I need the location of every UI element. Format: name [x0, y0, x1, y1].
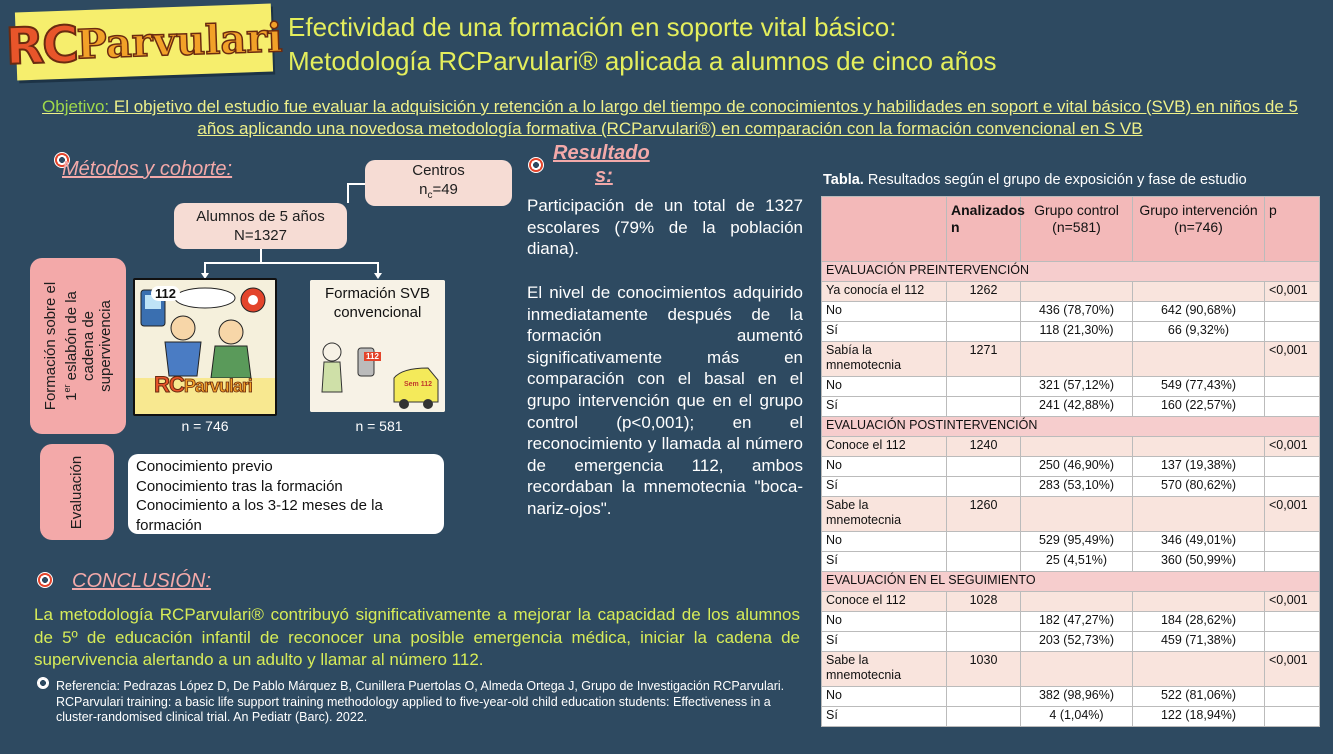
table-cell: 184 (28,62%) [1133, 612, 1265, 632]
conclusion-text: La metodología RCParvulari® contribuyó significativamente a mejorar la capacidad de los alumnos de 5º de educación infantil de reconocer una posible emergencia médica, iniciar la cadena de supervivencia alertando a un adulto y llamar al número 112. [34, 605, 800, 669]
table-row [822, 632, 1320, 652]
table-header-cell: p [1265, 197, 1320, 262]
table-row [822, 302, 1320, 322]
table-cell: 321 (57,12%) [1021, 377, 1133, 397]
table-cell: Sabe la mnemotecnia [822, 497, 947, 532]
connector-line [347, 183, 365, 185]
title-line-2: Metodología RCParvulari® aplicada a alumnos de cinco años [288, 46, 997, 76]
table-cell: Conoce el 112 [822, 592, 947, 612]
table-header-cell: Analizados n [947, 197, 1021, 262]
table-row [822, 342, 1320, 377]
table-cell: 1271 [947, 342, 1021, 377]
table-cell [947, 457, 1021, 477]
table-row [822, 592, 1320, 612]
table-cell: 549 (77,43%) [1133, 377, 1265, 397]
table-section-row [822, 572, 1320, 592]
alumnos-box [174, 203, 347, 249]
table-cell [1265, 302, 1320, 322]
lifebuoy-icon [37, 677, 49, 689]
n-convencional: n = 581 [355, 418, 403, 434]
table-row [822, 437, 1320, 457]
table-cell: Sí [822, 552, 947, 572]
table-cell [947, 322, 1021, 342]
table-cell: 160 (22,57%) [1133, 397, 1265, 417]
table-cell: Sí [822, 707, 947, 727]
illustration-112-text: 112 [151, 286, 180, 301]
table-cell: 346 (49,01%) [1133, 532, 1265, 552]
table-row [822, 652, 1320, 687]
table-cell [1265, 612, 1320, 632]
table-cell [947, 532, 1021, 552]
table-cell [1265, 322, 1320, 342]
table-cell: 436 (78,70%) [1021, 302, 1133, 322]
table-cell: 4 (1,04%) [1021, 707, 1133, 727]
table-cell: 66 (9,32%) [1133, 322, 1265, 342]
table-cell: 1262 [947, 282, 1021, 302]
table-row [822, 282, 1320, 302]
table-cell: 122 (18,94%) [1133, 707, 1265, 727]
results-table [821, 196, 1320, 727]
table-cell [1021, 437, 1133, 457]
table-row [822, 552, 1320, 572]
illustration-logo: RCParvulari [154, 372, 252, 397]
table-cell [1265, 552, 1320, 572]
table-cell [1265, 687, 1320, 707]
table-row [822, 707, 1320, 727]
table-cell [1265, 632, 1320, 652]
table-cell: 182 (47,27%) [1021, 612, 1133, 632]
table-header-row [822, 197, 1320, 262]
table-section-cell: EVALUACIÓN POSTINTERVENCIÓN [822, 417, 1320, 437]
table-cell [1265, 397, 1320, 417]
table-cell: <0,001 [1265, 282, 1320, 302]
table-cell: 1028 [947, 592, 1021, 612]
n-rcparvulari: n = 746 [181, 418, 229, 434]
formacion-vertical-label: Formación sobre el 1er eslabón de la cadena de supervivencia [30, 258, 126, 434]
table-section-cell: EVALUACIÓN EN EL SEGUIMIENTO [822, 572, 1320, 592]
table-cell: 241 (42,88%) [1021, 397, 1133, 417]
results-paragraph-2: El nivel de conocimientos adquirido inmediatamente después de la formación aumentó significativamente más en comparación con el basal en el grupo intervención que en el grupo control (p<0,001); en el reconocimiento y llamada al número de emergencia 112, ambos recordaban la mnemotecnia "boca-nariz-ojos". [527, 283, 803, 518]
svb-ambulance-text: Sem 112 [404, 381, 433, 388]
table-cell [947, 552, 1021, 572]
logo-rc-text: RC [4, 15, 78, 76]
table-cell: Sí [822, 477, 947, 497]
connector-line [347, 183, 349, 203]
table-cell [1021, 592, 1133, 612]
table-row [822, 322, 1320, 342]
arrow-down-icon [374, 273, 382, 279]
table-cell: No [822, 612, 947, 632]
table-cell: <0,001 [1265, 497, 1320, 532]
objective-label: Objetivo: [42, 97, 110, 116]
table-cell: Conoce el 112 [822, 437, 947, 457]
table-cell: 118 (21,30%) [1021, 322, 1133, 342]
table-cell [1265, 532, 1320, 552]
table-cell: No [822, 532, 947, 552]
table-cell: Ya conocía el 112 [822, 282, 947, 302]
table-header-cell: Grupo control (n=581) [1021, 197, 1133, 262]
centros-label: Centros [412, 162, 465, 179]
table-cell: 1260 [947, 497, 1021, 532]
table-cell: 570 (80,62%) [1133, 477, 1265, 497]
table-cell: 459 (71,38%) [1133, 632, 1265, 652]
table-cell: 1240 [947, 437, 1021, 457]
evaluacion-item: Conocimiento a los 3-12 meses de la formación [136, 497, 383, 534]
table-cell: 382 (98,96%) [1021, 687, 1133, 707]
table-cell [947, 477, 1021, 497]
table-cell [1021, 342, 1133, 377]
table-cell [1133, 497, 1265, 532]
centros-count: $n_c=49$ [419, 181, 458, 201]
table-cell: 283 (53,10%) [1021, 477, 1133, 497]
table-cell: No [822, 302, 947, 322]
objective-text: El objetivo del estudio fue evaluar la adquisición y retención a lo largo del tiempo de conocimientos y habilidades en soport e vital básico (SVB) en niños de 5 años aplicando una novedosa metodología formativa (RCParvulari®) en comparación con la formación convencional en S VB [113, 97, 1298, 138]
table-cell [947, 707, 1021, 727]
connector-line [260, 249, 262, 263]
title-line-1: Efectividad de una formación en soporte vital básico: [288, 12, 897, 42]
table-cell: 25 (4,51%) [1021, 552, 1133, 572]
table-section-cell: EVALUACIÓN PREINTERVENCIÓN [822, 262, 1320, 282]
table-row [822, 532, 1320, 552]
table-row [822, 497, 1320, 532]
table-cell [1133, 652, 1265, 687]
table-cell: 203 (52,73%) [1021, 632, 1133, 652]
table-cell: No [822, 687, 947, 707]
table-cell: <0,001 [1265, 652, 1320, 687]
results-paragraph-1: Participación de un total de 1327 escolares (79% de la población diana). [527, 196, 803, 259]
table-cell [947, 612, 1021, 632]
table-header-cell [822, 197, 947, 262]
rcparvulari-logo [4, 4, 284, 81]
centros-box [365, 160, 512, 206]
table-cell [1265, 707, 1320, 727]
table-cell: <0,001 [1265, 342, 1320, 377]
table-row [822, 477, 1320, 497]
table-cell: 360 (50,99%) [1133, 552, 1265, 572]
table-cell: 522 (81,06%) [1133, 687, 1265, 707]
evaluacion-item: Conocimiento tras la formación [136, 477, 343, 495]
table-cell [1021, 652, 1133, 687]
table-title: Tabla. Resultados según el grupo de exposición y fase de estudio [823, 172, 1247, 188]
methods-heading: Métodos y cohorte: [62, 158, 233, 180]
lifebuoy-icon [37, 572, 53, 588]
table-cell: 529 (95,49%) [1021, 532, 1133, 552]
table-cell [1265, 457, 1320, 477]
table-section-row [822, 417, 1320, 437]
table-cell [1133, 342, 1265, 377]
table-cell: Sí [822, 397, 947, 417]
table-row [822, 397, 1320, 417]
table-row [822, 612, 1320, 632]
alumnos-line-2: N=1327 [234, 227, 287, 244]
table-cell: Sabía la mnemotecnia [822, 342, 947, 377]
table-cell [1133, 437, 1265, 457]
svb-phone-112-text: 112 [366, 352, 379, 361]
table-cell: Sabe la mnemotecnia [822, 652, 947, 687]
table-cell: 250 (46,90%) [1021, 457, 1133, 477]
table-cell: <0,001 [1265, 437, 1320, 457]
table-cell: 1030 [947, 652, 1021, 687]
table-cell [1265, 477, 1320, 497]
table-cell [947, 397, 1021, 417]
table-cell [947, 632, 1021, 652]
table-header-cell: Grupo intervención (n=746) [1133, 197, 1265, 262]
conclusion-heading: CONCLUSIÓN: [72, 570, 211, 592]
table-cell [947, 302, 1021, 322]
evaluacion-list [128, 454, 444, 534]
connector-line [204, 262, 379, 264]
table-row [822, 457, 1320, 477]
results-heading: Resultado s: [553, 142, 650, 187]
svb-title: Formación SVB convencional [324, 285, 431, 321]
table-cell [1133, 592, 1265, 612]
table-cell [1021, 497, 1133, 532]
table-cell [1133, 282, 1265, 302]
evaluacion-item: Conocimiento previo [136, 458, 273, 475]
objective [30, 96, 1310, 140]
table-cell [947, 687, 1021, 707]
table-cell: No [822, 377, 947, 397]
table-row [822, 687, 1320, 707]
table-row [822, 377, 1320, 397]
table-section-row [822, 262, 1320, 282]
table-cell: Sí [822, 322, 947, 342]
table-cell: Sí [822, 632, 947, 652]
table-cell: <0,001 [1265, 592, 1320, 612]
alumnos-line-1: Alumnos de 5 años [196, 208, 325, 225]
evaluacion-vertical-label: Evaluación [40, 444, 114, 540]
table-cell: 642 (90,68%) [1133, 302, 1265, 322]
table-cell [1021, 282, 1133, 302]
table-cell [947, 377, 1021, 397]
logo-parvulari-text: Parvulari [75, 13, 284, 68]
table-cell: 137 (19,38%) [1133, 457, 1265, 477]
table-cell [1265, 377, 1320, 397]
lifebuoy-icon [528, 157, 544, 173]
table-cell: No [822, 457, 947, 477]
reference-text: Referencia: Pedrazas López D, De Pablo Márquez B, Cunillera Puertolas O, Almeda Ortega J, Grupo de Investigación RCParvulari. RCParvulari training: a basic life support training methodology applied to five-year-old child education students: Effectiveness in a cluster-randomised clinical trial. An Pediatr (Barc). 2022. [56, 679, 785, 724]
